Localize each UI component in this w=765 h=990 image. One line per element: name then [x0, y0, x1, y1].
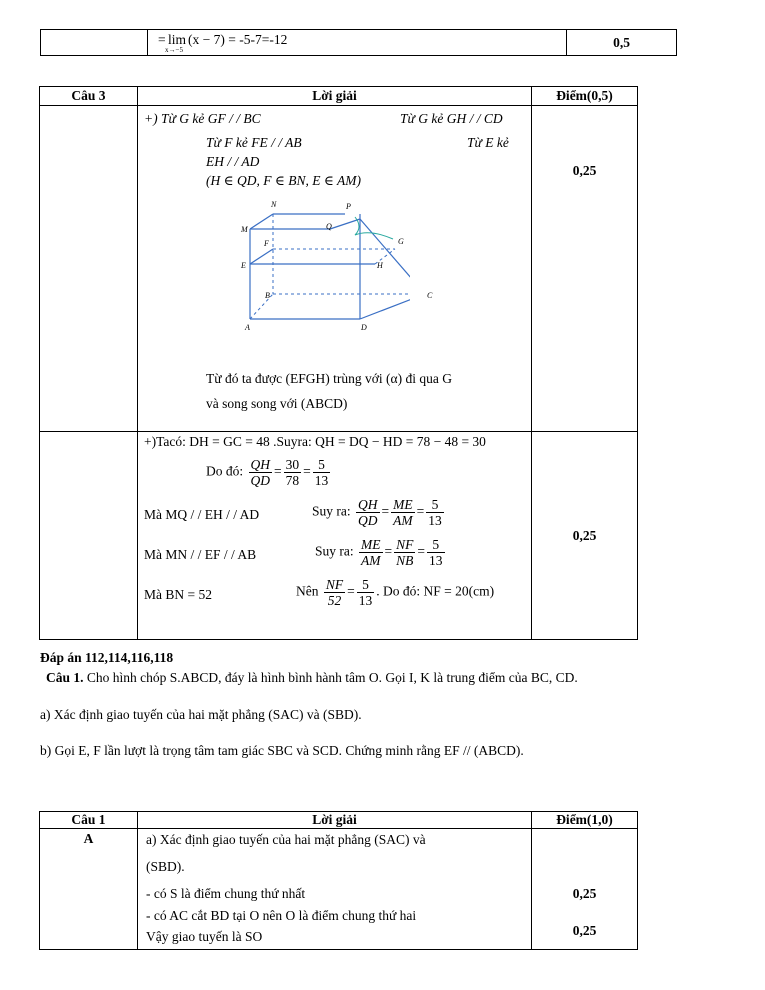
label-E: E	[241, 261, 246, 270]
row2-suyra1-line: Suy ra: $\frac{QH}{QD}$ = $\frac{ME}{AM}$ = $\frac{5}{13}$	[312, 497, 442, 528]
table1-line5: Vậy giao tuyến là SO	[146, 929, 263, 944]
table3-header-diem: Điểm(0,5)	[556, 88, 613, 103]
label-P: P	[346, 202, 351, 211]
table1-line2: (SBD).	[146, 859, 185, 874]
f3-d1: AM	[361, 553, 381, 568]
limit-subscript: x→−5	[165, 46, 183, 54]
limit-word: lim	[168, 32, 187, 47]
table1-score2: 0,25	[572, 923, 597, 938]
top-row-empty-cell	[41, 30, 148, 56]
question-text: Cho hình chóp S.ABCD, đáy là hình bình hành tâm O. Gọi I, K là trung điểm của BC, CD.	[86, 670, 578, 685]
row1-line2-left: Từ F kẻ FE / / AB	[206, 135, 302, 150]
table1-header-diem: Điểm(1,0)	[556, 812, 613, 827]
row2-nen-line: Nên $\frac{NF}{52}$ = $\frac{5}{13}$ . Do đó: NF = 20(cm)	[296, 577, 495, 608]
row1-conclusion1: Từ đó ta được (EFGH) trùng với (α) đi qua G	[206, 371, 452, 386]
f3-d3: 13	[429, 553, 443, 568]
row2-dodo-label: Do đó:	[206, 463, 244, 479]
top-row-table	[40, 29, 677, 56]
f1-d2: 78	[285, 473, 300, 488]
table1-line4: - có AC cắt BD tại O nên O là điểm chung thứ hai	[146, 908, 417, 923]
f2-n1: QH	[358, 497, 378, 512]
label-D: D	[361, 323, 367, 332]
f4-d2: 13	[358, 593, 373, 608]
row2-score: 0,25	[572, 528, 597, 543]
row2-suyra1-label: Suy ra:	[312, 503, 351, 519]
row1-line4: (H ∈ QD, F ∈ BN, E ∈ AM)	[206, 173, 361, 188]
f1-n3: 5	[313, 457, 331, 473]
label-B: B	[265, 291, 270, 300]
label-A: A	[245, 323, 250, 332]
question-label: Câu 1.	[46, 670, 84, 685]
f1-n1: QH	[250, 457, 270, 472]
row2-ma2: Mà MN / / EF / / AB	[144, 547, 257, 562]
row1-line1-left: +) Từ G kẻ GF / / BC	[144, 111, 261, 126]
f4-n2: 5	[357, 577, 375, 593]
f3-n1: ME	[361, 537, 381, 552]
label-F: F	[264, 239, 269, 248]
question-part-a: a) Xác định giao tuyến của hai mặt phẳng (SAC) và (SBD).	[40, 707, 362, 722]
question-line	[46, 670, 578, 686]
row1-line1-right: Từ G kẻ GH / / CD	[400, 111, 503, 126]
f4-d1: 52	[327, 593, 342, 608]
row1-line2-right: Từ E kẻ	[467, 135, 509, 150]
f2-d3: 13	[428, 513, 442, 528]
row2-ma3: Mà BN = 52	[144, 587, 212, 602]
table3-header-cau: Câu 3	[71, 88, 106, 103]
table1-line3: - có S là điểm chung thứ nhất	[146, 886, 306, 901]
label-N: N	[271, 200, 277, 209]
row2-nen-label: Nên	[296, 583, 319, 599]
label-M: M	[241, 225, 248, 234]
row1-score: 0,25	[572, 163, 597, 178]
f4-n1: NF	[325, 577, 344, 592]
table-cau1	[39, 811, 638, 950]
table-cau3	[39, 86, 638, 640]
limit-expression: (x − 7) = -5-7=-12	[188, 32, 288, 47]
table1-line1: a) Xác định giao tuyến của hai mặt phẳng (SAC) và	[146, 832, 426, 847]
row2-result: . Do đó: NF = 20(cm)	[376, 583, 495, 599]
row2-line1: +)Tacó: DH = GC = 48 .Suyra: QH = DQ − HD = 78 − 48 = 30	[144, 434, 486, 449]
table1-score1: 0,25	[572, 886, 597, 901]
question-part-b: b) Gọi E, F lần lượt là trọng tâm tam giác SBC và SCD. Chứng minh rằng EF // (ABCD).	[40, 743, 524, 758]
f2-n2: ME	[393, 497, 413, 512]
label-H: H	[377, 261, 383, 270]
f3-n3: 5	[427, 537, 445, 553]
label-C: C	[427, 291, 433, 300]
f1-d1: QD	[250, 473, 270, 488]
f3-d2: NB	[396, 553, 414, 568]
limit-equals: =	[158, 32, 166, 47]
f2-n3: 5	[426, 497, 444, 513]
table1-row-label: A	[83, 831, 94, 846]
label-G: G	[398, 237, 404, 246]
row2-dodo-line: Do đó: $\frac{QH}{QD}$ = $\frac{30}{78}$ = $\frac{5}{13}$	[206, 457, 329, 488]
top-row-limit-cell	[148, 30, 567, 56]
row2-suyra2-line: Suy ra: $\frac{ME}{AM}$ = $\frac{NF}{NB}$ = $\frac{5}{13}$	[315, 537, 443, 568]
row2-ma1: Mà MQ / / EH / / AD	[144, 507, 260, 522]
table3-header-loigiai: Lời giải	[312, 88, 357, 103]
table1-header-loigiai: Lời giải	[312, 812, 357, 827]
f3-n2: NF	[396, 537, 414, 552]
top-row-score: 0,5	[567, 30, 677, 56]
answer-header: Đáp án 112,114,116,118	[40, 650, 174, 665]
f2-d1: QD	[358, 513, 378, 528]
table1-header-cau: Câu 1	[71, 812, 106, 827]
f1-n2: 30	[285, 457, 300, 472]
f2-d2: AM	[393, 513, 413, 528]
f1-d3: 13	[314, 473, 329, 488]
row2-suyra2-label: Suy ra:	[315, 543, 354, 559]
row1-line3: EH / / AD	[206, 154, 260, 169]
label-Q: Q	[326, 222, 332, 231]
row1-conclusion2: và song song với (ABCD)	[206, 396, 348, 411]
